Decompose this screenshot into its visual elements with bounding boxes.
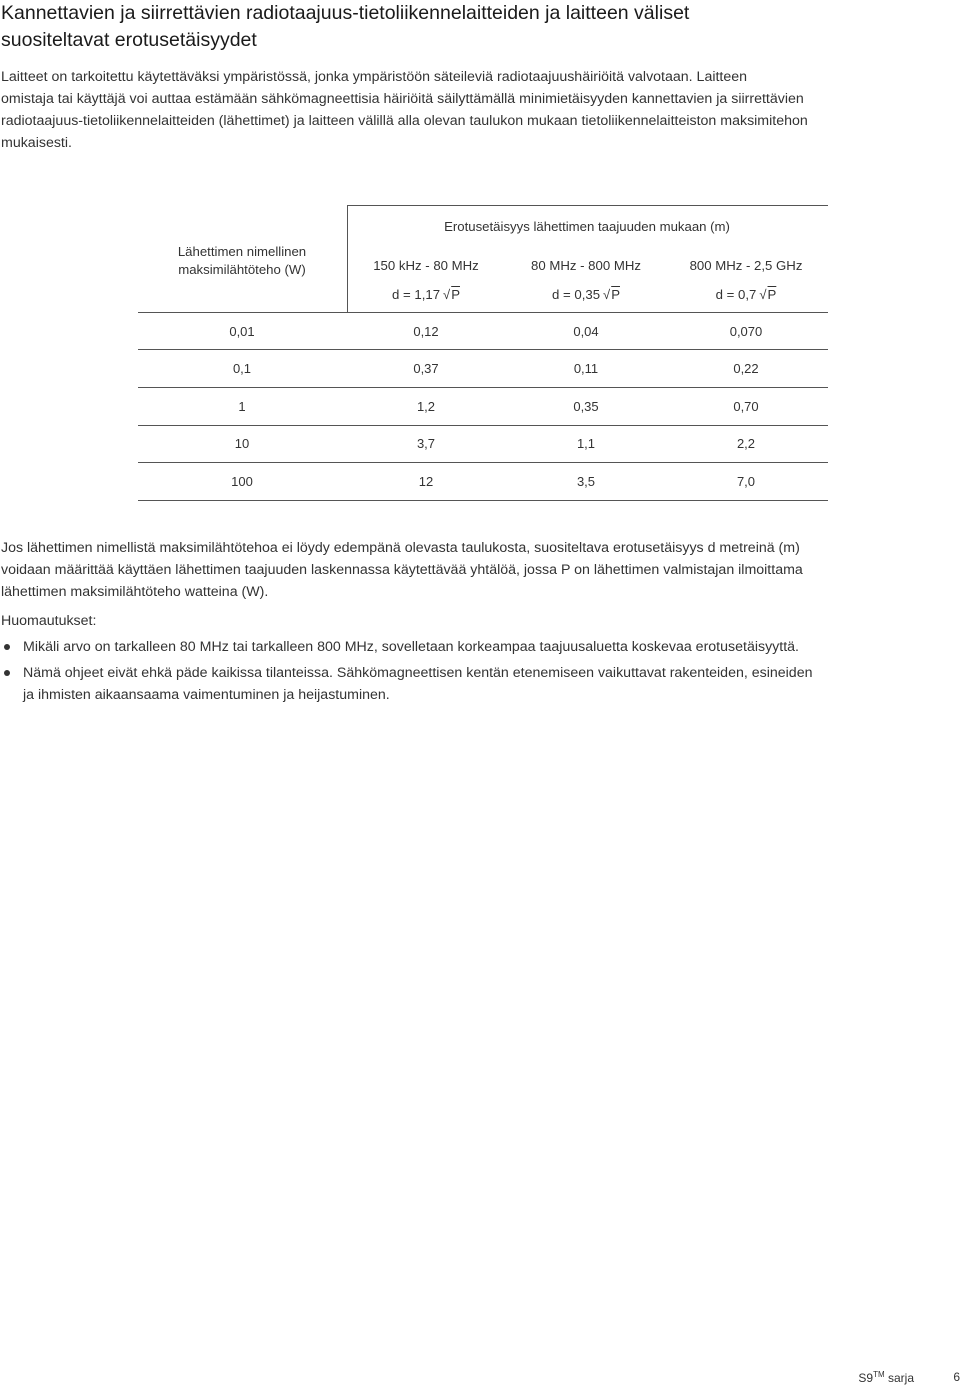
page-title — [1, 0, 951, 54]
square-root-icon: √ — [603, 287, 611, 302]
list-item — [1, 662, 959, 706]
list-item-text: Nämä ohjeet eivät ehkä päde kaikissa tilanteissa. Sähkömagneettisen kentän etenemiseen vaikuttavat rakenteiden, esineiden — [23, 665, 813, 681]
power-cell: 1 — [238, 399, 246, 414]
table-row-rule — [138, 349, 828, 350]
list-item — [1, 636, 959, 658]
paragraph-line: mukaisesti. — [1, 135, 72, 151]
distance-cell: 0,11 — [573, 361, 599, 376]
notes-heading: Huomautukset: — [1, 613, 97, 629]
table-row-rule — [138, 425, 828, 426]
power-cell: 10 — [234, 436, 250, 451]
distance-cell: 7,0 — [736, 474, 756, 489]
formula-explanation-paragraph — [1, 537, 959, 603]
formula-variable: P — [451, 287, 460, 302]
band-range-header: 800 MHz - 2,5 GHz — [689, 258, 803, 273]
paragraph-line: Laitteet on tarkoitettu käytettäväksi ympäristössä, jonka ympäristöön säteileviä radiotaajuushäiriöitä valvotaan. Laitteen — [1, 69, 748, 85]
power-column-header — [138, 243, 346, 279]
paragraph-line: omistaja tai käyttäjä voi auttaa estämään sähkömagneettisia häiriöitä säilyttämällä minimietäisyyden kannettavien ja siirrettävien — [1, 91, 804, 107]
series-label: sarja — [887, 1371, 914, 1385]
title-line: Kannettavien ja siirrettävien radiotaajuus-tietoliikennelaitteiden ja laitteen väliset — [1, 2, 690, 24]
paragraph-line: radiotaajuus-tietoliikennelaitteiden (lähettimet) ja laitteen välillä alla olevan taulukon mukaan tietoliikennelaitteiston maksimitehon — [1, 113, 808, 129]
notes-list — [1, 636, 959, 710]
distance-cell: 0,22 — [733, 361, 759, 376]
list-item-text: Mikäli arvo on tarkalleen 80 MHz tai tarkalleen 800 MHz, sovelletaan korkeampaa taajuusaluetta koskevaa erotusetäisyyttä. — [23, 639, 799, 655]
title-line: suositeltavat erotusetäisyydet — [1, 29, 257, 51]
distance-cell: 0,35 — [573, 399, 599, 414]
formula-variable: P — [611, 287, 620, 302]
table-top-rule — [348, 205, 828, 206]
formula-text: d = 0,35 — [552, 287, 601, 302]
power-cell: 0,1 — [232, 361, 252, 376]
product-name: S9 — [858, 1371, 874, 1385]
bullet-icon — [4, 644, 10, 650]
bullet-icon — [4, 670, 10, 676]
distance-cell: 1,2 — [416, 399, 436, 414]
band-range-header: 80 MHz - 800 MHz — [531, 258, 641, 273]
formula-text: d = 0,7 — [715, 287, 757, 302]
power-cell: 100 — [231, 474, 253, 489]
distance-cell: 1,1 — [576, 436, 596, 451]
distance-cell: 3,5 — [576, 474, 596, 489]
table-row-rule — [138, 387, 828, 388]
distance-cell: 2,2 — [736, 436, 756, 451]
paragraph-line: Jos lähettimen nimellistä maksimilähtötehoa ei löydy edempänä olevasta taulukosta, suositeltava erotusetäisyys d metreinä (m) — [1, 540, 800, 556]
table-header-rule — [138, 312, 828, 313]
table-bottom-rule — [138, 500, 828, 501]
distance-cell: 0,070 — [729, 324, 763, 339]
band-range-header: 150 kHz - 80 MHz — [373, 258, 479, 273]
distance-cell: 0,04 — [573, 324, 599, 339]
distance-cell: 0,12 — [413, 324, 439, 339]
separation-distance-table — [138, 205, 828, 500]
distance-group-header: Erotusetäisyys lähettimen taajuuden mukaan (m) — [444, 219, 730, 234]
distance-cell: 12 — [418, 474, 434, 489]
power-cell: 0,01 — [229, 324, 255, 339]
band-formula — [346, 287, 506, 303]
header-line: maksimilähtöteho (W) — [178, 262, 306, 277]
trademark-mark: TM — [873, 1370, 885, 1379]
list-item-text: ja ihmisten aikaansaama vaimentuminen ja heijastuminen. — [23, 687, 390, 703]
header-line: Lähettimen nimellinen — [177, 244, 307, 259]
paragraph-line: lähettimen maksimilähtöteho watteina (W). — [1, 584, 269, 600]
distance-cell: 3,7 — [416, 436, 436, 451]
footer-product-name — [858, 1370, 914, 1385]
paragraph-line: voidaan määrittää käyttäen lähettimen taajuuden laskennassa käytettävää yhtälöä, jossa P on lähettimen valmistajan ilmoittama — [1, 562, 803, 578]
distance-cell: 0,37 — [413, 361, 439, 376]
intro-paragraph — [1, 66, 959, 154]
square-root-icon: √ — [759, 287, 767, 302]
page-footer — [660, 1369, 960, 1386]
formula-text: d = 1,17 — [392, 287, 441, 302]
table-row-rule — [138, 462, 828, 463]
formula-variable: P — [767, 287, 777, 302]
band-formula — [666, 287, 826, 303]
distance-cell: 0,70 — [733, 399, 759, 414]
square-root-icon: √ — [443, 287, 451, 302]
page-number: 6 — [953, 1370, 960, 1384]
band-formula — [506, 287, 666, 303]
